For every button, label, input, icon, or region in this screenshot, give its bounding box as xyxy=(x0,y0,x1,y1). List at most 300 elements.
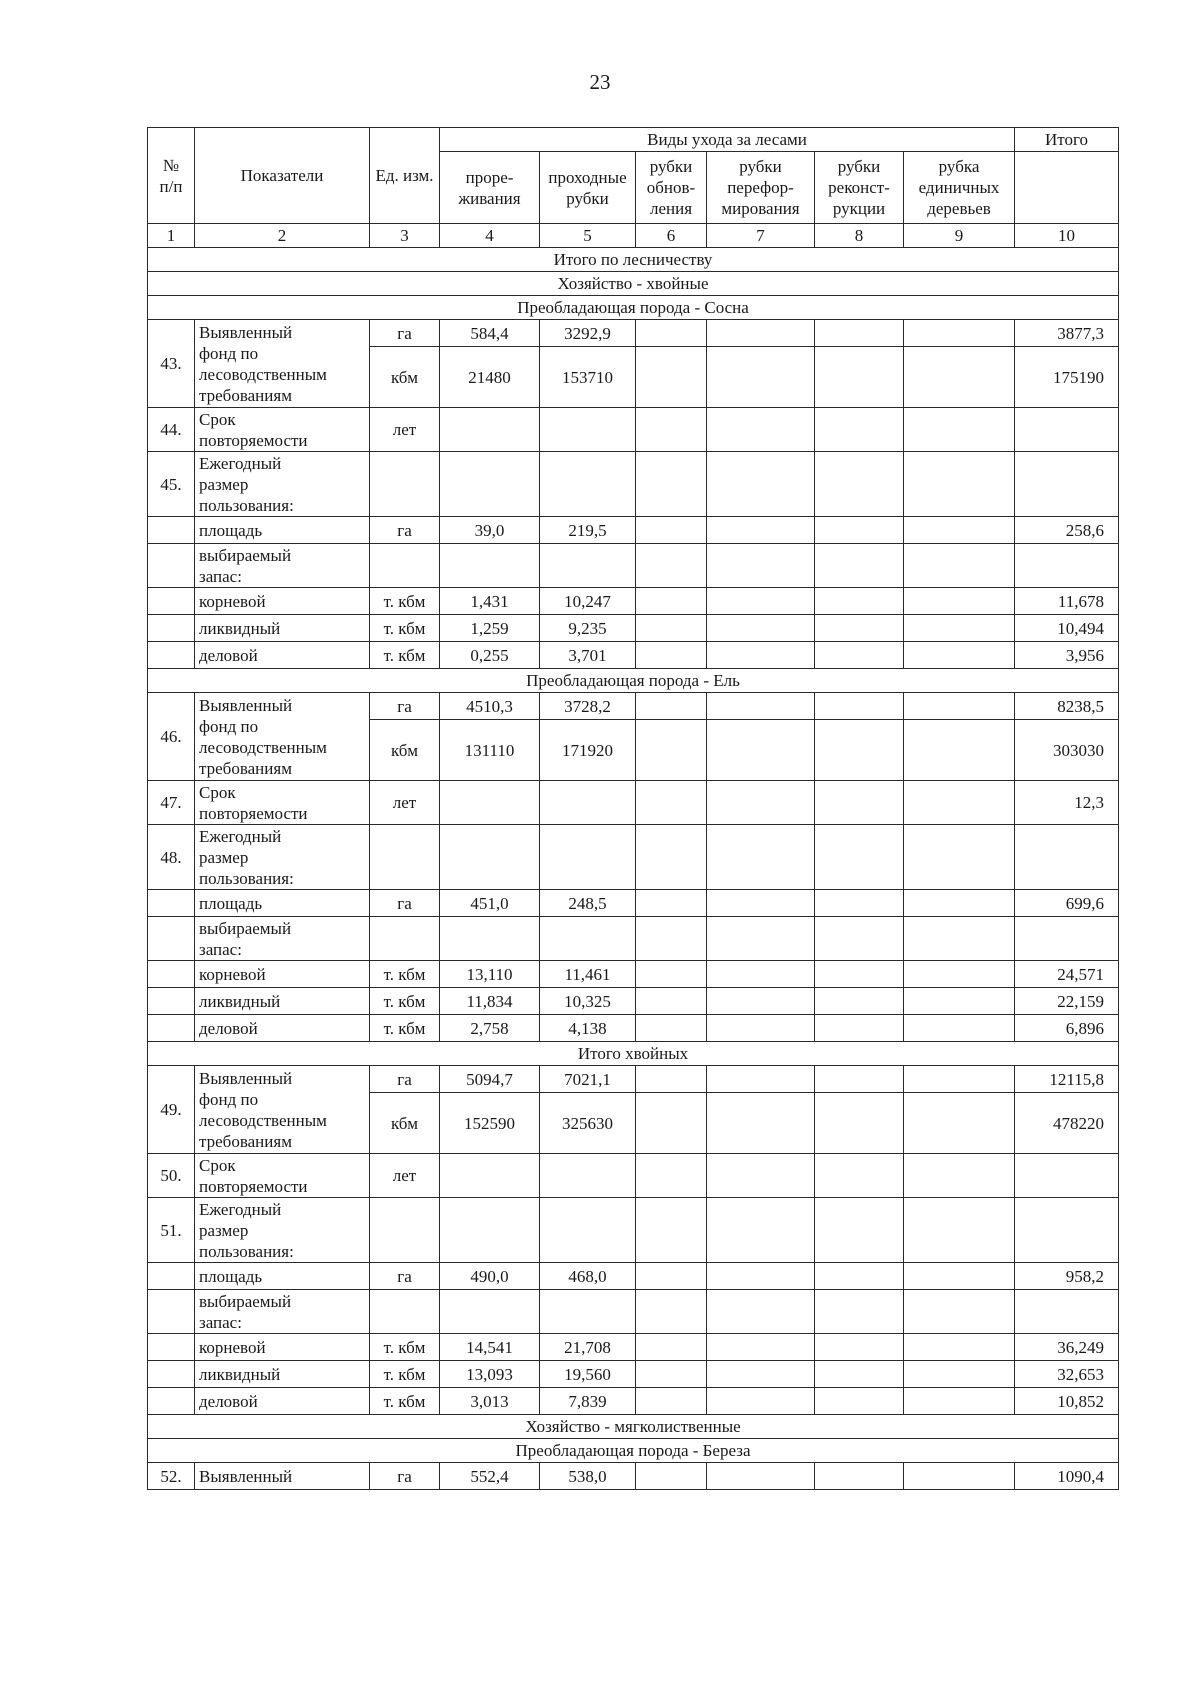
row-unit: га xyxy=(370,890,440,917)
table-cell xyxy=(904,615,1015,642)
table-cell xyxy=(904,1015,1015,1042)
table-cell xyxy=(815,517,904,544)
row-unit: кбм xyxy=(370,720,440,781)
table-row xyxy=(148,1066,1119,1093)
table-cell xyxy=(636,588,707,615)
table-row xyxy=(148,1361,1119,1388)
value-passage-cutting: 468,0 xyxy=(540,1263,636,1290)
table-cell xyxy=(636,720,707,781)
value-total: 1090,4 xyxy=(1015,1463,1119,1490)
value-total xyxy=(1015,544,1119,588)
table-row xyxy=(148,781,1119,825)
value-thinning: 3,013 xyxy=(440,1388,540,1415)
table-row xyxy=(148,588,1119,615)
table-cell xyxy=(707,1334,815,1361)
value-thinning: 490,0 xyxy=(440,1263,540,1290)
section-title: Хозяйство - хвойные xyxy=(148,272,1119,296)
table-cell xyxy=(904,1463,1015,1490)
row-label: Выявленный фонд по лесоводственным требованиям xyxy=(195,1066,370,1154)
value-total: 12115,8 xyxy=(1015,1066,1119,1093)
table-cell xyxy=(707,825,815,890)
value-total: 11,678 xyxy=(1015,588,1119,615)
value-thinning: 152590 xyxy=(440,1093,540,1154)
row-unit: т. кбм xyxy=(370,588,440,615)
value-thinning xyxy=(440,1198,540,1263)
page-number: 23 xyxy=(589,70,611,94)
row-unit: т. кбм xyxy=(370,1361,440,1388)
table-cell xyxy=(707,917,815,961)
col-number: 1 xyxy=(148,224,195,248)
column-number-row xyxy=(148,224,1119,248)
section-title: Преобладающая порода - Береза xyxy=(148,1439,1119,1463)
value-passage-cutting: 538,0 xyxy=(540,1463,636,1490)
row-label: Выявленный фонд по лесоводственным требованиям xyxy=(195,320,370,408)
table-cell xyxy=(707,615,815,642)
table-cell xyxy=(636,1361,707,1388)
table-cell xyxy=(815,1361,904,1388)
row-index: 50. xyxy=(148,1154,195,1198)
value-passage-cutting: 219,5 xyxy=(540,517,636,544)
table-cell xyxy=(707,890,815,917)
value-total: 175190 xyxy=(1015,347,1119,408)
value-total xyxy=(1015,825,1119,890)
value-passage-cutting: 3292,9 xyxy=(540,320,636,347)
table-row xyxy=(148,1388,1119,1415)
col-number: 6 xyxy=(636,224,707,248)
section-row xyxy=(148,272,1119,296)
section-title: Преобладающая порода - Ель xyxy=(148,669,1119,693)
row-index xyxy=(148,615,195,642)
table-row xyxy=(148,642,1119,669)
row-unit xyxy=(370,1290,440,1334)
header-num: № п/п xyxy=(148,128,195,224)
row-label: корневой xyxy=(195,588,370,615)
value-passage-cutting xyxy=(540,544,636,588)
table-cell xyxy=(904,347,1015,408)
table-cell xyxy=(636,1334,707,1361)
table-cell xyxy=(707,408,815,452)
table-cell xyxy=(707,1066,815,1093)
section-row xyxy=(148,248,1119,272)
row-unit: га xyxy=(370,517,440,544)
table-cell xyxy=(707,642,815,669)
row-label: Ежегодный размер пользования: xyxy=(195,1198,370,1263)
value-total xyxy=(1015,452,1119,517)
value-total: 22,159 xyxy=(1015,988,1119,1015)
table-cell xyxy=(904,320,1015,347)
row-unit: лет xyxy=(370,1154,440,1198)
table-cell xyxy=(707,781,815,825)
row-label: деловой xyxy=(195,642,370,669)
value-passage-cutting: 3,701 xyxy=(540,642,636,669)
table-cell xyxy=(636,961,707,988)
row-unit xyxy=(370,452,440,517)
table-row xyxy=(148,615,1119,642)
table-cell xyxy=(636,1290,707,1334)
table-cell xyxy=(636,408,707,452)
row-index xyxy=(148,517,195,544)
table-row xyxy=(148,544,1119,588)
table-cell xyxy=(904,1093,1015,1154)
row-index: 51. xyxy=(148,1198,195,1263)
table-cell xyxy=(707,1290,815,1334)
row-label: корневой xyxy=(195,1334,370,1361)
table-cell xyxy=(904,1361,1015,1388)
section-title: Итого хвойных xyxy=(148,1042,1119,1066)
table-row xyxy=(148,517,1119,544)
value-passage-cutting: 21,708 xyxy=(540,1334,636,1361)
header-reformation-cutting: рубки перефор- мирования xyxy=(707,152,815,224)
value-total: 8238,5 xyxy=(1015,693,1119,720)
row-label: Выявленный xyxy=(195,1463,370,1490)
table-cell xyxy=(707,693,815,720)
value-thinning: 2,758 xyxy=(440,1015,540,1042)
row-index xyxy=(148,1361,195,1388)
table-cell xyxy=(707,1198,815,1263)
section-row xyxy=(148,1439,1119,1463)
table-cell xyxy=(904,544,1015,588)
header-unit: Ед. изм. xyxy=(370,128,440,224)
table-cell xyxy=(707,1361,815,1388)
table-cell xyxy=(815,1198,904,1263)
value-thinning: 13,110 xyxy=(440,961,540,988)
table-cell xyxy=(636,988,707,1015)
row-label: Выявленный фонд по лесоводственным требованиям xyxy=(195,693,370,781)
row-index: 52. xyxy=(148,1463,195,1490)
value-total xyxy=(1015,917,1119,961)
value-thinning: 21480 xyxy=(440,347,540,408)
table-cell xyxy=(815,1093,904,1154)
value-thinning xyxy=(440,1154,540,1198)
row-label: выбираемый запас: xyxy=(195,1290,370,1334)
table-cell xyxy=(815,781,904,825)
table-cell xyxy=(815,1290,904,1334)
row-label: Ежегодный размер пользования: xyxy=(195,825,370,890)
table-cell xyxy=(904,1290,1015,1334)
value-thinning: 14,541 xyxy=(440,1334,540,1361)
section-row xyxy=(148,1042,1119,1066)
row-index: 43. xyxy=(148,320,195,408)
value-thinning: 4510,3 xyxy=(440,693,540,720)
table-cell xyxy=(815,961,904,988)
table-cell xyxy=(815,1463,904,1490)
table-cell xyxy=(707,1015,815,1042)
value-total: 6,896 xyxy=(1015,1015,1119,1042)
header-single-tree-cutting: рубка единичных деревьев xyxy=(904,152,1015,224)
value-passage-cutting xyxy=(540,408,636,452)
row-index xyxy=(148,1388,195,1415)
value-total: 36,249 xyxy=(1015,1334,1119,1361)
row-index: 49. xyxy=(148,1066,195,1154)
row-label: Срок повторяемости xyxy=(195,781,370,825)
row-unit: га xyxy=(370,693,440,720)
value-thinning: 0,255 xyxy=(440,642,540,669)
table-cell xyxy=(636,615,707,642)
table-cell xyxy=(707,1093,815,1154)
table-cell xyxy=(815,1388,904,1415)
section-title: Итого по лесничеству xyxy=(148,248,1119,272)
section-row xyxy=(148,296,1119,320)
row-unit: т. кбм xyxy=(370,1388,440,1415)
header-total-empty xyxy=(1015,152,1119,224)
table-row xyxy=(148,1154,1119,1198)
value-total: 24,571 xyxy=(1015,961,1119,988)
row-index: 48. xyxy=(148,825,195,890)
table-cell xyxy=(815,693,904,720)
row-unit: кбм xyxy=(370,347,440,408)
col-number: 7 xyxy=(707,224,815,248)
table-row xyxy=(148,1263,1119,1290)
row-label: деловой xyxy=(195,1388,370,1415)
table-cell xyxy=(904,452,1015,517)
row-label: ликвидный xyxy=(195,988,370,1015)
table-cell xyxy=(636,1154,707,1198)
value-total xyxy=(1015,1154,1119,1198)
table-cell xyxy=(707,320,815,347)
table-cell xyxy=(904,781,1015,825)
value-total: 10,494 xyxy=(1015,615,1119,642)
table-cell xyxy=(904,1198,1015,1263)
row-unit: т. кбм xyxy=(370,615,440,642)
value-passage-cutting: 171920 xyxy=(540,720,636,781)
header-care-types: Виды ухода за лесами xyxy=(440,128,1015,152)
value-thinning: 584,4 xyxy=(440,320,540,347)
value-total: 958,2 xyxy=(1015,1263,1119,1290)
table-cell xyxy=(904,1388,1015,1415)
value-total: 258,6 xyxy=(1015,517,1119,544)
value-thinning xyxy=(440,544,540,588)
row-label: Срок повторяемости xyxy=(195,408,370,452)
table-cell xyxy=(636,1198,707,1263)
value-thinning: 11,834 xyxy=(440,988,540,1015)
row-label: площадь xyxy=(195,1263,370,1290)
value-passage-cutting: 248,5 xyxy=(540,890,636,917)
table-row xyxy=(148,890,1119,917)
table-row xyxy=(148,452,1119,517)
table-row xyxy=(148,1290,1119,1334)
table-cell xyxy=(707,1154,815,1198)
value-thinning: 1,431 xyxy=(440,588,540,615)
table-cell xyxy=(636,1263,707,1290)
table-cell xyxy=(904,720,1015,781)
table-cell xyxy=(707,1463,815,1490)
row-unit: т. кбм xyxy=(370,642,440,669)
row-index: 47. xyxy=(148,781,195,825)
value-thinning: 552,4 xyxy=(440,1463,540,1490)
row-unit: т. кбм xyxy=(370,1015,440,1042)
row-unit xyxy=(370,1198,440,1263)
value-passage-cutting: 10,325 xyxy=(540,988,636,1015)
table-row xyxy=(148,693,1119,720)
col-number: 9 xyxy=(904,224,1015,248)
value-thinning: 1,259 xyxy=(440,615,540,642)
row-unit xyxy=(370,825,440,890)
row-label: деловой xyxy=(195,1015,370,1042)
table-cell xyxy=(636,517,707,544)
value-total: 699,6 xyxy=(1015,890,1119,917)
table-cell xyxy=(707,1388,815,1415)
row-index xyxy=(148,1263,195,1290)
table-cell xyxy=(707,588,815,615)
col-number: 10 xyxy=(1015,224,1119,248)
value-passage-cutting: 3728,2 xyxy=(540,693,636,720)
table-row xyxy=(148,961,1119,988)
row-unit: га xyxy=(370,1263,440,1290)
row-unit: га xyxy=(370,320,440,347)
value-passage-cutting xyxy=(540,1198,636,1263)
header-thinning: проре- живания xyxy=(440,152,540,224)
row-unit xyxy=(370,544,440,588)
value-thinning xyxy=(440,452,540,517)
row-index xyxy=(148,988,195,1015)
value-total: 32,653 xyxy=(1015,1361,1119,1388)
table-cell xyxy=(815,347,904,408)
table-cell xyxy=(707,961,815,988)
value-total: 478220 xyxy=(1015,1093,1119,1154)
table-cell xyxy=(636,890,707,917)
table-cell xyxy=(815,544,904,588)
table-cell xyxy=(815,720,904,781)
table-cell xyxy=(815,588,904,615)
value-thinning xyxy=(440,1290,540,1334)
table-cell xyxy=(707,347,815,408)
table-row xyxy=(148,825,1119,890)
table-row xyxy=(148,1463,1119,1490)
table-cell xyxy=(815,1263,904,1290)
table-cell xyxy=(636,825,707,890)
table-cell xyxy=(904,1154,1015,1198)
value-thinning xyxy=(440,781,540,825)
row-index xyxy=(148,1334,195,1361)
row-index xyxy=(148,588,195,615)
row-unit: т. кбм xyxy=(370,1334,440,1361)
row-label: ликвидный xyxy=(195,1361,370,1388)
header-total: Итого xyxy=(1015,128,1119,152)
table-cell xyxy=(815,825,904,890)
table-row xyxy=(148,988,1119,1015)
value-passage-cutting: 7021,1 xyxy=(540,1066,636,1093)
col-number: 5 xyxy=(540,224,636,248)
value-thinning: 5094,7 xyxy=(440,1066,540,1093)
section-title: Хозяйство - мягколиственные xyxy=(148,1415,1119,1439)
table-cell xyxy=(636,693,707,720)
table-cell xyxy=(707,452,815,517)
value-total: 10,852 xyxy=(1015,1388,1119,1415)
table-cell xyxy=(707,544,815,588)
table-cell xyxy=(636,642,707,669)
value-total xyxy=(1015,408,1119,452)
row-index: 44. xyxy=(148,408,195,452)
table-cell xyxy=(904,1066,1015,1093)
row-label: Срок повторяемости xyxy=(195,1154,370,1198)
value-total xyxy=(1015,1290,1119,1334)
table-row xyxy=(148,1198,1119,1263)
table-cell xyxy=(636,320,707,347)
table-cell xyxy=(636,1093,707,1154)
table-cell xyxy=(904,693,1015,720)
row-index: 45. xyxy=(148,452,195,517)
header-passage-cutting: проходные рубки xyxy=(540,152,636,224)
row-index xyxy=(148,890,195,917)
value-passage-cutting: 11,461 xyxy=(540,961,636,988)
table-cell xyxy=(904,988,1015,1015)
value-passage-cutting: 19,560 xyxy=(540,1361,636,1388)
row-unit: т. кбм xyxy=(370,961,440,988)
row-label: площадь xyxy=(195,517,370,544)
value-passage-cutting xyxy=(540,825,636,890)
value-thinning xyxy=(440,825,540,890)
value-thinning: 39,0 xyxy=(440,517,540,544)
table-cell xyxy=(904,917,1015,961)
table-cell xyxy=(815,408,904,452)
row-index xyxy=(148,642,195,669)
table-row xyxy=(148,320,1119,347)
table-cell xyxy=(815,452,904,517)
value-passage-cutting xyxy=(540,1290,636,1334)
header-renewal-cutting: рубки обнов- ления xyxy=(636,152,707,224)
table-cell xyxy=(904,961,1015,988)
row-label: выбираемый запас: xyxy=(195,544,370,588)
table-cell xyxy=(815,1015,904,1042)
table-row xyxy=(148,917,1119,961)
row-index xyxy=(148,917,195,961)
col-number: 8 xyxy=(815,224,904,248)
table-cell xyxy=(904,408,1015,452)
value-passage-cutting xyxy=(540,781,636,825)
table-cell xyxy=(707,720,815,781)
value-thinning: 451,0 xyxy=(440,890,540,917)
value-passage-cutting xyxy=(540,452,636,517)
table-cell xyxy=(815,1334,904,1361)
table-cell xyxy=(815,1066,904,1093)
row-unit xyxy=(370,917,440,961)
col-number: 2 xyxy=(195,224,370,248)
row-unit: га xyxy=(370,1463,440,1490)
header-row-top xyxy=(148,128,1119,152)
value-passage-cutting: 7,839 xyxy=(540,1388,636,1415)
row-unit: т. кбм xyxy=(370,988,440,1015)
row-unit: лет xyxy=(370,781,440,825)
value-total: 3,956 xyxy=(1015,642,1119,669)
section-row xyxy=(148,1415,1119,1439)
table-cell xyxy=(815,320,904,347)
row-index xyxy=(148,961,195,988)
forest-care-table xyxy=(147,127,1119,1490)
table-cell xyxy=(815,1154,904,1198)
value-passage-cutting: 10,247 xyxy=(540,588,636,615)
table-cell xyxy=(636,1463,707,1490)
table-cell xyxy=(707,1263,815,1290)
row-unit: лет xyxy=(370,408,440,452)
table-cell xyxy=(636,544,707,588)
row-index: 46. xyxy=(148,693,195,781)
table-cell xyxy=(904,825,1015,890)
value-passage-cutting: 153710 xyxy=(540,347,636,408)
table-cell xyxy=(636,452,707,517)
row-label: площадь xyxy=(195,890,370,917)
table-cell xyxy=(815,642,904,669)
table-cell xyxy=(904,1263,1015,1290)
table-cell xyxy=(636,1015,707,1042)
row-label: корневой xyxy=(195,961,370,988)
section-title: Преобладающая порода - Сосна xyxy=(148,296,1119,320)
table-cell xyxy=(815,615,904,642)
table-cell xyxy=(904,642,1015,669)
row-label: ликвидный xyxy=(195,615,370,642)
table-cell xyxy=(636,347,707,408)
table-cell xyxy=(904,588,1015,615)
value-total: 12,3 xyxy=(1015,781,1119,825)
